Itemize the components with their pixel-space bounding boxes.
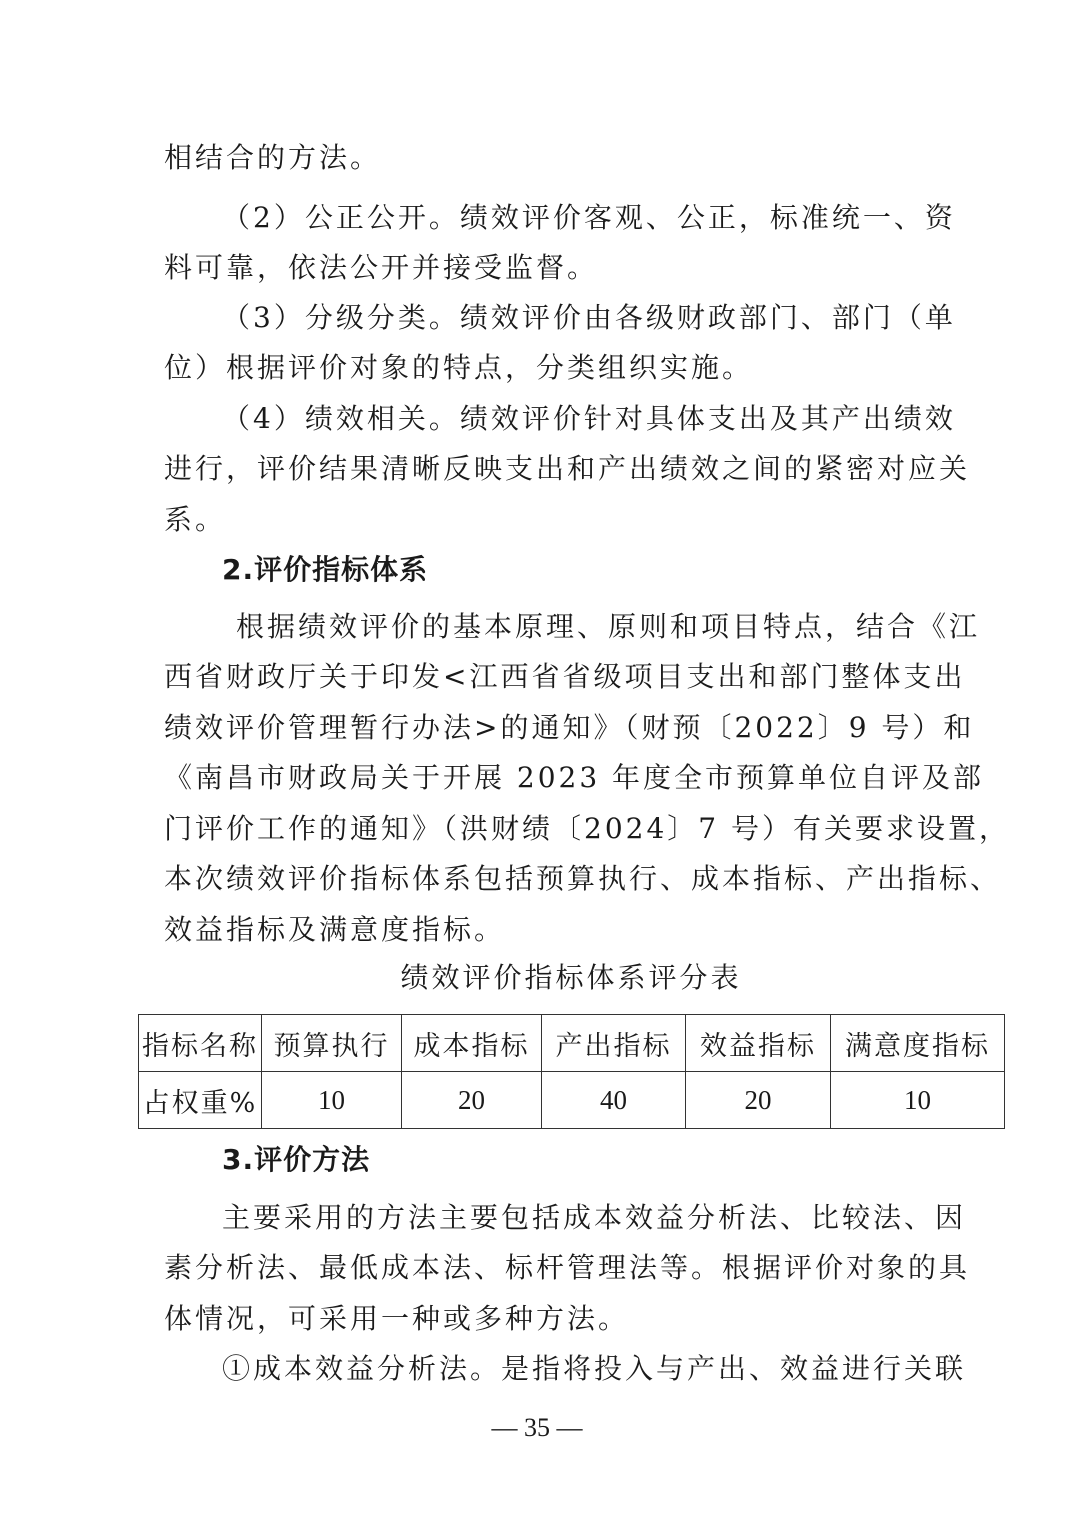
paragraph-line: 根据绩效评价的基本原理、原则和项目特点，结合《江 [236,610,981,643]
score-table [138,1014,1005,1129]
paragraph-line: 系。 [164,503,227,536]
paragraph-line: 门评价工作的通知》（洪财绩〔2024〕7 号）有关要求设置， [164,812,1010,845]
value-cell: 10 [262,1072,402,1129]
value-cell: 20 [686,1072,831,1129]
header-cell: 成本指标 [402,1015,542,1072]
section-heading: 2.评价指标体系 [222,553,429,586]
header-cell: 预算执行 [262,1015,402,1072]
value-cell: 20 [402,1072,542,1129]
page-number: — 35 — [491,1413,583,1442]
paragraph-line: 位）根据评价对象的特点，分类组织实施。 [164,351,754,384]
value-cell: 10 [831,1072,1005,1129]
paragraph-line: 料可靠，依法公开并接受监督。 [164,251,599,284]
paragraph-line: 绩效评价管理暂行办法>的通知》（财预〔2022〕9 号）和 [164,711,975,744]
value-cell: 40 [542,1072,686,1129]
header-cell: 指标名称 [139,1015,262,1072]
table-caption: 绩效评价指标体系评分表 [400,961,742,994]
header-cell: 效益指标 [686,1015,831,1072]
header-cell: 满意度指标 [831,1015,1005,1072]
paragraph-line: ①成本效益分析法。是指将投入与产出、效益进行关联 [222,1352,967,1385]
table-header-row [139,1015,1005,1072]
paragraph-line: 本次绩效评价指标体系包括预算执行、成本指标、产出指标、 [164,862,1002,895]
paragraph-line: （3）分级分类。绩效评价由各级财政部门、部门（单 [222,301,956,334]
paragraph-line: （4）绩效相关。绩效评价针对具体支出及其产出绩效 [222,402,956,435]
paragraph-line: 素分析法、最低成本法、标杆管理法等。根据评价对象的具 [164,1251,971,1284]
header-cell: 产出指标 [542,1015,686,1072]
table-row [139,1072,1005,1129]
paragraph-line: 《南昌市财政局关于开展 2023 年度全市预算单位自评及部 [164,761,985,794]
section-heading: 3.评价方法 [222,1143,371,1176]
paragraph-line: 效益指标及满意度指标。 [164,913,506,946]
paragraph-line: 体情况，可采用一种或多种方法。 [164,1302,630,1335]
paragraph-line: 主要采用的方法主要包括成本效益分析法、比较法、因 [222,1201,967,1234]
paragraph-line: （2）公正公开。绩效评价客观、公正，标准统一、资 [222,201,956,234]
paragraph-line: 进行，评价结果清晰反映支出和产出绩效之间的紧密对应关 [164,452,971,485]
paragraph-line: 西省财政厅关于印发<江西省省级项目支出和部门整体支出 [164,660,966,693]
row-label-cell: 占权重% [139,1072,262,1129]
paragraph-line: 相结合的方法。 [164,141,382,174]
